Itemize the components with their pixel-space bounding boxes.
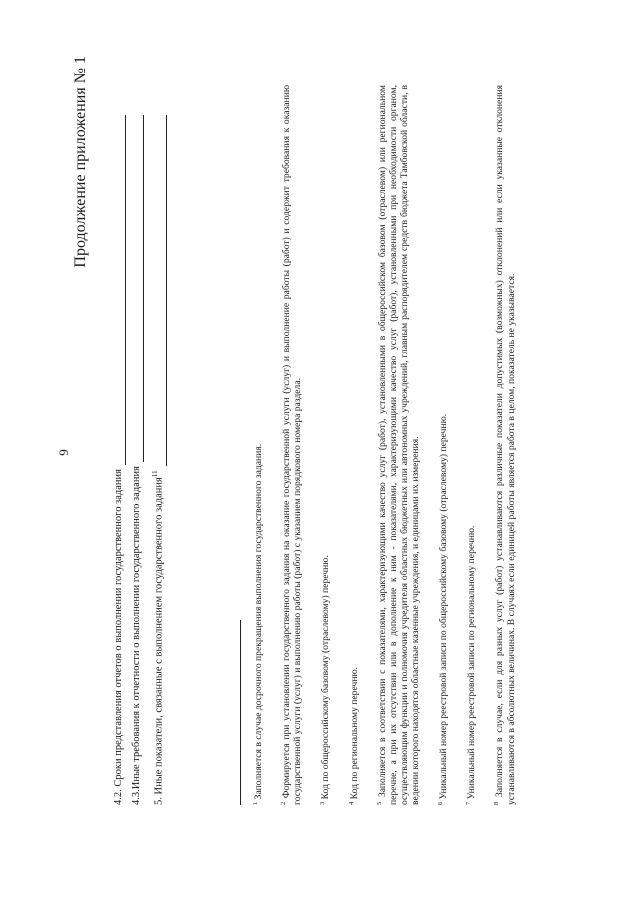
report-fields	[112, 115, 171, 805]
footnote-mark: 6	[436, 801, 444, 805]
footnote-4	[346, 85, 360, 805]
footnote-6	[435, 85, 449, 805]
footnote-1	[250, 85, 264, 805]
footnote-mark: 2	[280, 801, 288, 805]
footnote-text: Код по региональному перечню.	[348, 666, 360, 800]
footnote-mark: 3	[319, 801, 327, 805]
footnote-ref: 11	[151, 470, 159, 478]
field-4-2	[112, 115, 126, 805]
footnote-7	[463, 85, 477, 805]
footnote-mark: 8	[493, 801, 501, 805]
field-label: 5. Иные показатели, связанные с выполнением государственного задания$^{11}$	[151, 470, 165, 805]
fill-line	[132, 115, 144, 462]
footnote-text: Формируется при установлении государственного задания на оказание государственной услуги (услуг) и выполнение работы (работ) и содержит требования к оказанию государственной услуги (услуг) и выполнению работы (работ) с указанием порядкового номера раздела.	[281, 85, 304, 805]
footnote-2	[278, 85, 303, 805]
footnote-text: Код по общероссийскому базовому (отраслевому) перечню.	[320, 555, 332, 800]
footnote-mark: 1	[252, 801, 259, 805]
footnote-text: Уникальный номер реестровой записи по региональному перечню.	[466, 525, 478, 800]
fill-line	[155, 115, 167, 466]
footnote-text: Заполняется в случае досрочного прекращения выполнения государственного задания.	[253, 443, 265, 800]
page-number: 9	[56, 449, 71, 456]
footnote-text: Заполняется в случае, если для разных услуг (работ) устанавливаются различные показатели допустимых (возможных) отклонений или если указанные отклонения устанавливаются в абсолютных величинах. В случаях если единицей работы является работа в целом, показатель не указывается.	[494, 85, 517, 805]
footnote-separator	[240, 620, 241, 805]
footnotes	[250, 85, 531, 805]
field-4-3	[130, 115, 144, 805]
field-label: 4.3.Иные требования к отчетности о выполнении государственного задания	[131, 466, 142, 805]
footnote-mark: 5	[375, 801, 383, 805]
footnote-mark: 7	[465, 801, 473, 805]
footnote-text: Заполняется в соответствии с показателями, характеризующими качество услуг (работ), установленными в общероссийском базовом (отраслевом) или региональном перечне, а при их отсутствии или в дополнение к ним - показателями, характеризующими качество услуг (работ), установленными при необходимости органом, осуществляющим функции и полномочия учредителя областных бюджетных или автономных учреждений, главным распорядителем средств бюджета Тамбовской области, в ведении которого находятся областные казенные учреждения, и единицами их измерения.	[376, 85, 421, 805]
footnote-text: Уникальный номер реестровой записи по общероссийскому базовому (отраслевому) перечню.	[438, 413, 450, 800]
field-label: 4.2. Сроки представления отчетов о выполнении государственного задания	[113, 469, 124, 805]
field-5	[148, 115, 167, 805]
footnote-3	[317, 85, 331, 805]
continuation-title: Продолжение приложения № 1	[72, 56, 89, 268]
footnote-8	[491, 85, 516, 805]
fill-line	[114, 115, 126, 465]
footnote-5	[374, 85, 421, 805]
footnote-mark: 4	[347, 801, 355, 805]
